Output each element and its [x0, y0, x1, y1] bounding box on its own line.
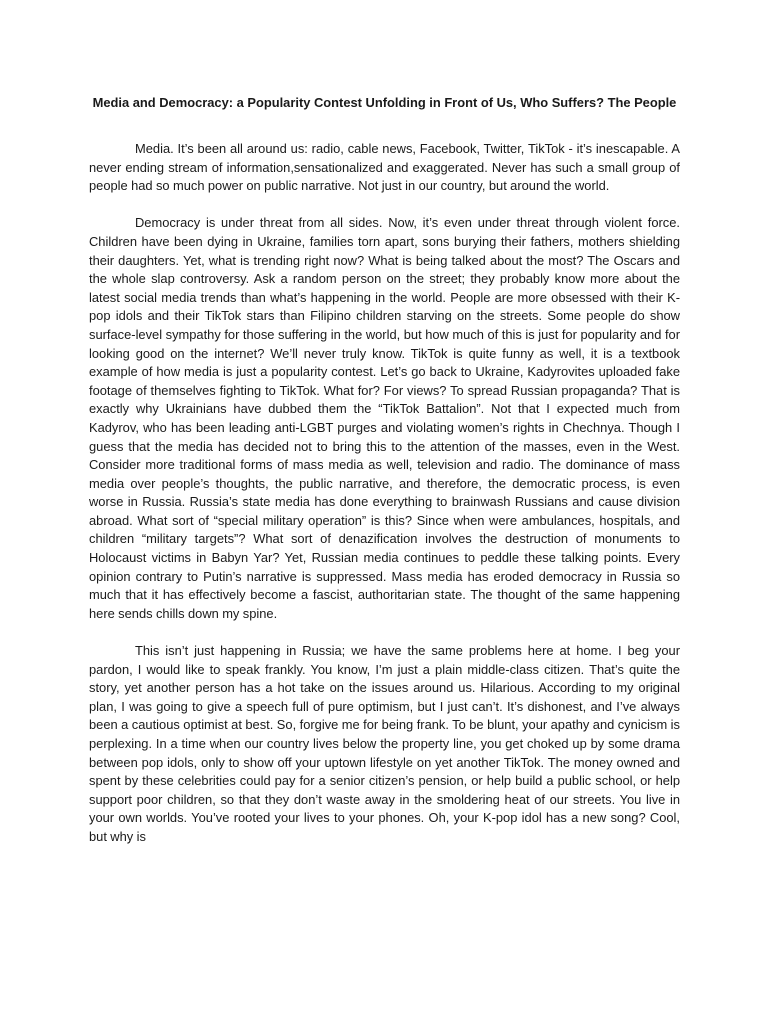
paragraph-1: Media. It’s been all around us: radio, cable news, Facebook, Twitter, TikTok - it’s inescapable. A never ending stream of information,sensationalized and exaggerated. Never has such a small group of people had so much power on public narrative. Not just in our country, but around the world.	[89, 141, 680, 194]
paragraph-2: Democracy is under threat from all sides. Now, it’s even under threat through violent force. Children have been dying in Ukraine, families torn apart, sons burying their fathers, mothers shielding their daughters. Yet, what is trending right now? What is being talked about the most? The Oscars and the whole slap controversy. Ask a random person on the street; they probably know more about the latest social media trends than what’s happening in the world. People are more obsessed with their K-pop idols and their TikTok stars than Filipino children starving on the streets. Some people do show surface-level sympathy for those suffering in the world, but how much of this is just for popularity and for looking good on the internet? We’ll never truly know. TikTok is quite funny as well, it is a textbook example of how media is just a popularity contest. Let’s go back to Ukraine, Kadyrovites uploaded fake footage of themselves fighting to TikTok. What for? For views? To spread Russian propaganda? That is exactly why Ukrainians have dubbed them the “TikTok Battalion”. Not that I expected much from Kadyrov, who has been leading anti-LGBT purges and violating women’s rights in Chechnya. Though I guess that the media has decided not to bring this to the attention of the masses, even in the West. Consider more traditional forms of mass media as well, television and radio. The dominance of mass media over people’s thoughts, the public narrative, and therefore, the democratic process, is even worse in Russia. Russia’s state media has done everything to brainwash Russians and cause division abroad. What sort of “special military operation” is this? Since when were ambulances, hospitals, and children “military targets”? What sort of denazification involves the destruction of monuments to Holocaust victims in Babyn Yar? Yet, Russian media continues to peddle these talking points. Every opinion contrary to Putin’s narrative is suppressed. Mass media has eroded democracy in Russia so much that it has effectively become a fascist, authoritarian state. The thought of the same happening here sends chills down my spine.	[89, 215, 680, 621]
paragraph-3: This isn’t just happening in Russia; we have the same problems here at home. I beg your pardon, I would like to speak frankly. You know, I’m just a plain middle-class citizen. That’s quite the story, yet another person has a hot take on the issues around us. Hilarious. According to my original plan, I was going to give a speech full of pure optimism, but I just can’t. It’s dishonest, and I’ve always been a cautious optimist at best. So, forgive me for being frank. To be blunt, your apathy and cynicism is perplexing. In a time when our country lives below the property line, you get choked up by some drama between pop idols, only to show off your uptown lifestyle on yet another TikTok. The money owned and spent by these celebrities could pay for a senior citizen’s pension, or help build a public school, or help support poor children, so that they don’t waste away in the smoldering heat of our streets. You live in your own worlds. You’ve rooted your lives to your phones. Oh, your K-pop idol has a new song? Cool, but why is	[89, 643, 680, 844]
document-title: Media and Democracy: a Popularity Contest Unfolding in Front of Us, Who Suffers? The People	[92, 95, 677, 110]
